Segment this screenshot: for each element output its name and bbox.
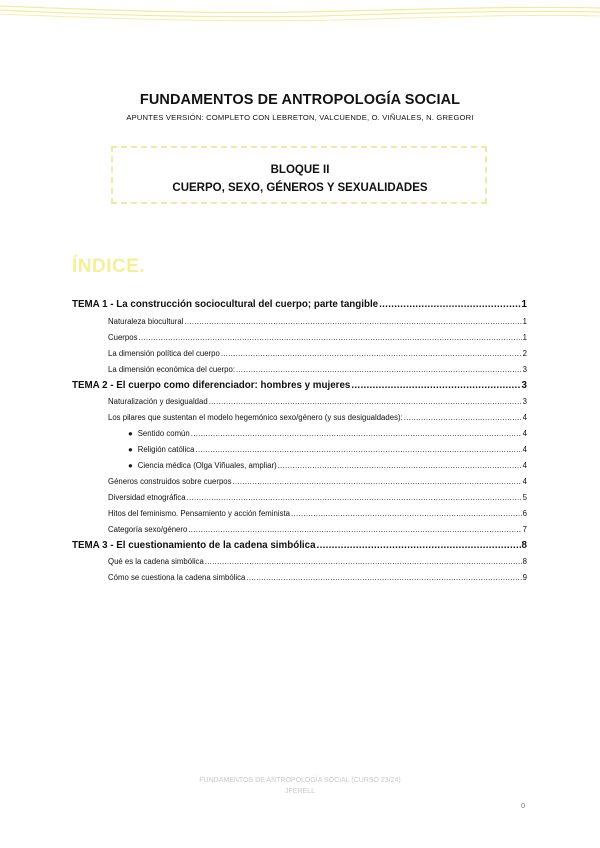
toc-page: 4 xyxy=(522,413,527,422)
footer-course: FUNDAMENTOS DE ANTROPOLOGÍA SOCIAL (CURSO 23/24) xyxy=(199,777,401,784)
toc-entry[interactable] xyxy=(108,348,527,360)
toc-label: La dimensión económica del cuerpo: xyxy=(108,365,235,374)
toc-entry[interactable] xyxy=(128,444,527,456)
toc-leader xyxy=(209,396,522,408)
toc-entry[interactable] xyxy=(108,572,527,584)
toc-leader xyxy=(236,364,522,376)
toc-page: 5 xyxy=(522,493,527,502)
toc-page: 1 xyxy=(521,299,527,310)
toc-leader xyxy=(351,380,520,392)
toc-label: La dimensión política del cuerpo xyxy=(108,349,220,358)
toc-leader xyxy=(291,508,522,520)
toc-page: 4 xyxy=(522,477,527,486)
toc-label: Hitos del feminismo. Pensamiento y acción feminista xyxy=(108,509,291,518)
toc-page: 2 xyxy=(522,349,527,358)
toc-label: Naturaleza biocultural xyxy=(108,317,184,326)
toc-entry[interactable] xyxy=(128,460,527,472)
toc-entry[interactable] xyxy=(108,332,527,344)
block-subtitle: CUERPO, SEXO, GÉNEROS Y SEXUALIDADES xyxy=(172,182,428,194)
toc-entry[interactable] xyxy=(108,556,527,568)
toc-leader xyxy=(138,332,521,344)
toc-leader xyxy=(221,348,522,360)
footer-author: JFERELL xyxy=(285,788,315,795)
toc-label xyxy=(128,428,190,440)
document-title: FUNDAMENTOS DE ANTROPOLOGÍA SOCIAL xyxy=(139,92,461,108)
toc-entry[interactable] xyxy=(108,492,527,504)
toc-leader xyxy=(246,572,521,584)
toc-label: TEMA 3 - El cuestionamiento de la cadena simbólica xyxy=(72,540,316,551)
toc-entry-tema-2[interactable] xyxy=(72,380,527,392)
toc-page: 4 xyxy=(522,461,527,470)
bullet-icon: ● xyxy=(128,429,133,438)
toc-page: 1 xyxy=(522,317,527,326)
toc-entry[interactable] xyxy=(108,476,527,488)
toc-entry[interactable] xyxy=(108,412,527,424)
toc-leader xyxy=(404,412,522,424)
toc-label: TEMA 2 - El cuerpo como diferenciador: hombres y mujeres xyxy=(72,380,351,391)
toc-label: TEMA 1 - La construcción sociocultural del cuerpo; parte tangible xyxy=(72,299,379,310)
toc-label: Qué es la cadena simbólica xyxy=(108,557,204,566)
toc-page: 1 xyxy=(522,333,527,342)
toc-entry-tema-3[interactable] xyxy=(72,540,527,552)
toc-entry[interactable] xyxy=(108,396,527,408)
toc-leader xyxy=(317,540,521,552)
toc-leader xyxy=(278,460,522,472)
toc-leader xyxy=(188,524,521,536)
toc-label-text: Ciencia médica (Olga Viñuales, ampliar) xyxy=(137,461,277,470)
toc-entry-tema-1[interactable] xyxy=(72,299,527,311)
page-number: 0 xyxy=(521,801,526,810)
block-title: BLOQUE II xyxy=(270,164,330,176)
toc-label-text: Religión católica xyxy=(137,445,195,454)
document-subtitle: APUNTES VERSIÓN: COMPLETO CON LEBRETON, VALCUENDE, O. VIÑUALES, N. GREGORI xyxy=(126,113,474,122)
toc-page: 3 xyxy=(521,380,527,391)
toc-leader xyxy=(205,556,522,568)
toc-leader xyxy=(187,492,522,504)
toc-leader xyxy=(191,428,522,440)
toc-label xyxy=(128,444,195,456)
toc-label-text: Sentido común xyxy=(137,429,190,438)
toc-leader xyxy=(379,299,520,311)
toc-label: Categoría sexo/género xyxy=(108,525,188,534)
toc-label: Géneros construidos sobre cuerpos xyxy=(108,477,232,486)
toc-entry[interactable] xyxy=(108,508,527,520)
toc-label: Cuerpos xyxy=(108,333,138,342)
toc-leader xyxy=(184,316,521,328)
toc-page: 3 xyxy=(522,397,527,406)
toc-page: 7 xyxy=(522,525,527,534)
decorative-wave xyxy=(0,0,600,30)
toc-page: 9 xyxy=(522,573,527,582)
toc-label: Los pilares que sustentan el modelo hegemónico sexo/género (y sus desigualdades): xyxy=(108,413,403,422)
toc-label: Diversidad etnográfica xyxy=(108,493,186,502)
toc-entry[interactable] xyxy=(108,316,527,328)
toc-leader xyxy=(233,476,522,488)
toc-page: 4 xyxy=(522,429,527,438)
toc-label: Naturalización y desigualdad xyxy=(108,397,208,406)
toc-entry[interactable] xyxy=(108,364,527,376)
toc-page: 6 xyxy=(522,509,527,518)
toc-page: 8 xyxy=(521,540,527,551)
toc-entry[interactable] xyxy=(108,524,527,536)
toc-page: 3 xyxy=(522,365,527,374)
toc-page: 4 xyxy=(522,445,527,454)
bullet-icon: ● xyxy=(128,461,133,470)
toc-page: 8 xyxy=(522,557,527,566)
toc-label: Cómo se cuestiona la cadena simbólica xyxy=(108,573,246,582)
index-heading: ÍNDICE. xyxy=(72,256,146,277)
toc-label xyxy=(128,460,277,472)
toc-leader xyxy=(196,444,522,456)
bullet-icon: ● xyxy=(128,445,133,454)
toc-entry[interactable] xyxy=(128,428,527,440)
